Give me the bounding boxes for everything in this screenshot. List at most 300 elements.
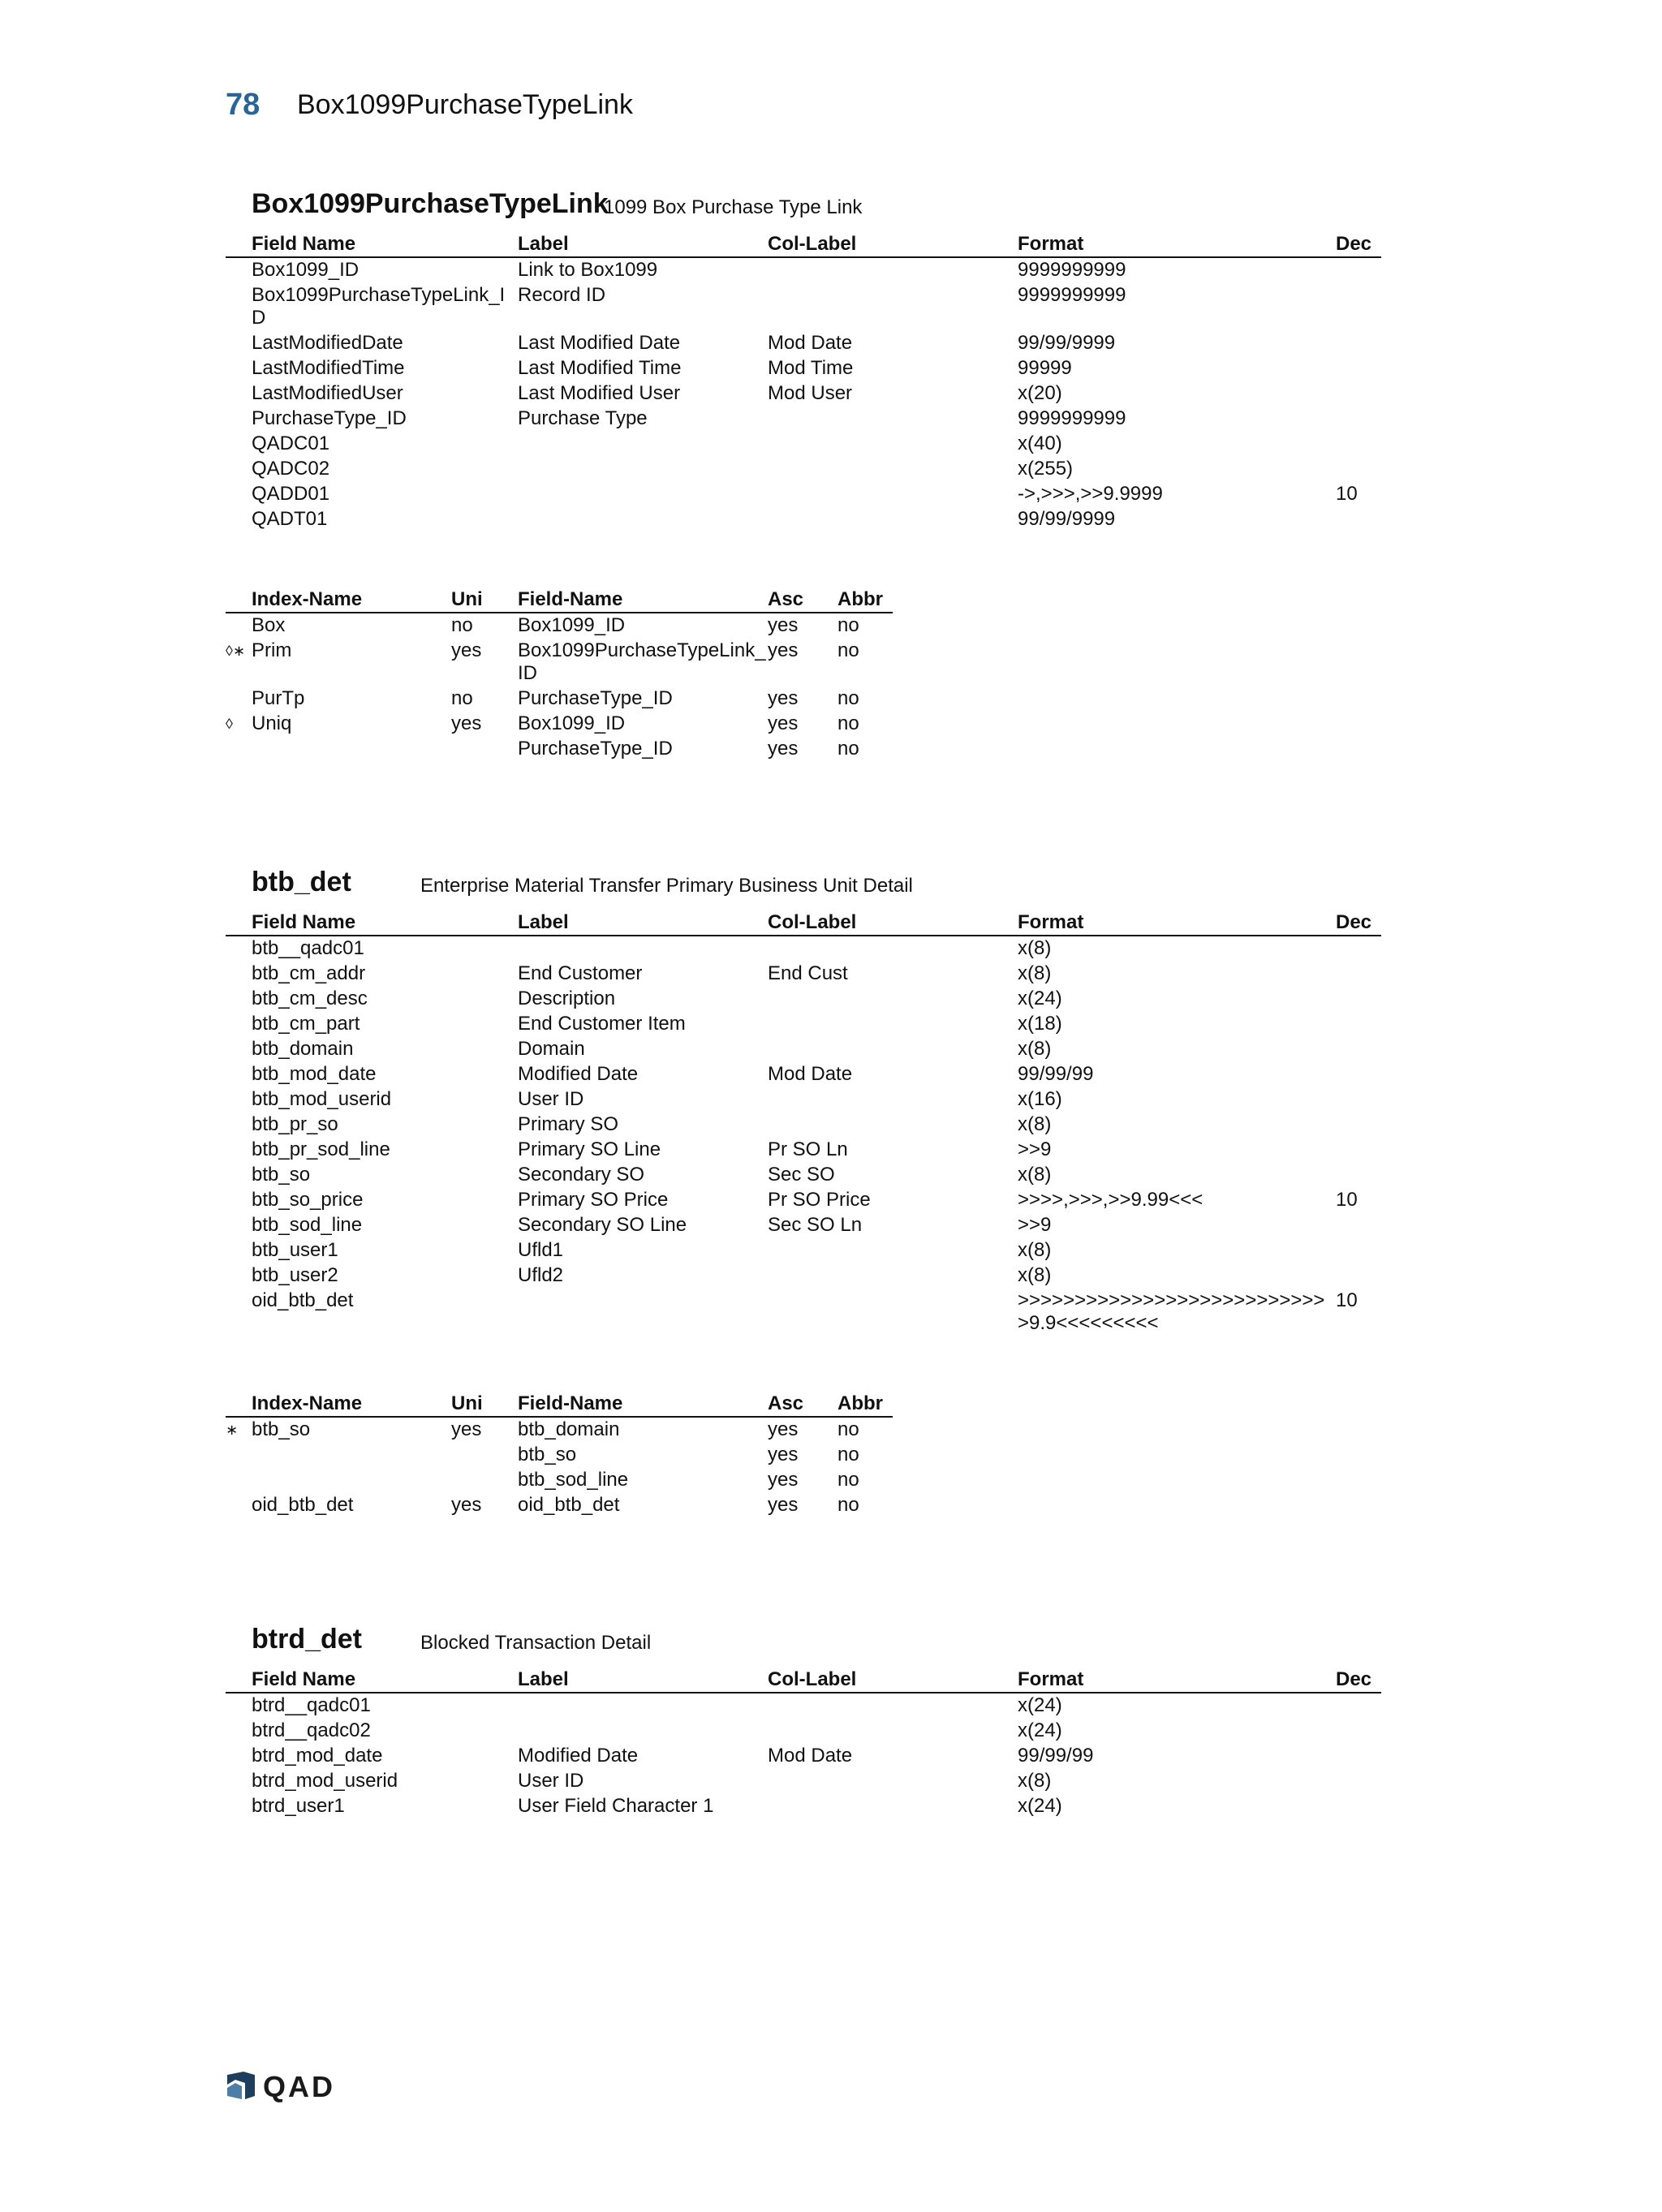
header-row (226, 909, 1381, 936)
section-title-row (226, 188, 1381, 230)
cell-label (518, 457, 768, 482)
cell-col-label (768, 1037, 1018, 1062)
cell-field-name: btb_mod_date (252, 1063, 377, 1085)
cell-field-name: PurchaseType_ID (518, 738, 673, 760)
table-row (226, 987, 1381, 1012)
cell-label (518, 936, 768, 962)
table-row (226, 1188, 1381, 1213)
column-header-asc: Asc (768, 1390, 837, 1417)
cell-format: x(8) (1018, 962, 1052, 984)
field-table (226, 909, 1381, 1336)
table-row (226, 283, 1381, 331)
table-row (226, 1062, 1381, 1087)
cell-format: 9999999999 (1018, 407, 1126, 429)
cell-dec (1336, 1238, 1381, 1263)
cell-dec (1336, 356, 1381, 381)
cell-col-label: Mod Time (768, 357, 854, 379)
cell-label: Last Modified Time (518, 357, 682, 379)
column-header-dec: Dec (1336, 1666, 1381, 1693)
row-marker (226, 1012, 252, 1037)
index-marker (226, 1468, 252, 1493)
cell-format: x(24) (1018, 1795, 1062, 1817)
index-table (226, 1390, 893, 1518)
cell-format: x(16) (1018, 1088, 1062, 1110)
cell-label: Last Modified User (518, 382, 681, 404)
cell-label: Description (518, 988, 616, 1009)
table-row (226, 1213, 1381, 1238)
table-section-btrd-det (226, 1624, 1381, 1819)
cell-dec (1336, 1163, 1381, 1188)
cell-col-label (768, 1693, 1018, 1719)
cell-field-name: LastModifiedUser (252, 382, 403, 404)
table-row (226, 1138, 1381, 1163)
cell-format: >>>>,>>>,>>9.99<<< (1018, 1189, 1203, 1211)
cell-format: x(8) (1018, 1770, 1052, 1792)
cell-col-label: Sec SO Ln (768, 1214, 863, 1236)
page-header-title: Box1099PurchaseTypeLink (297, 89, 633, 120)
marker-header (226, 1666, 252, 1693)
cell-field-name: QADD01 (252, 483, 330, 505)
cell-col-label (768, 1769, 1018, 1794)
cell-field-name: btb_pr_sod_line (252, 1138, 390, 1160)
cell-label (518, 1693, 768, 1719)
table-row (226, 432, 1381, 457)
cell-asc: yes (768, 687, 799, 709)
cell-format: x(8) (1018, 1264, 1052, 1286)
cell-label: Primary SO (518, 1113, 619, 1135)
page-number: 78 (226, 88, 260, 122)
cell-field-name: oid_btb_det (252, 1289, 354, 1311)
cell-index-name: PurTp (252, 687, 305, 709)
row-marker (226, 987, 252, 1012)
section-name: Box1099PurchaseTypeLink (252, 188, 609, 219)
column-header-label: Label (518, 1666, 768, 1693)
table-row (226, 936, 1381, 962)
header-row (226, 1390, 893, 1417)
cell-format: >>>>>>>>>>>>>>>>>>>>>>>>>>>>9.9<<<<<<<<< (1018, 1289, 1325, 1334)
table-row (226, 712, 893, 737)
row-marker (226, 1769, 252, 1794)
cell-col-label (768, 1087, 1018, 1112)
table-row (226, 1163, 1381, 1188)
index-marker (226, 1493, 252, 1518)
cell-format: x(8) (1018, 1164, 1052, 1186)
cell-asc: yes (768, 1469, 799, 1491)
qad-logo-icon (226, 2072, 256, 2099)
row-marker (226, 457, 252, 482)
cell-col-label (768, 1238, 1018, 1263)
section-name: btrd_det (252, 1624, 362, 1655)
column-header-format: Format (1018, 1666, 1336, 1693)
cell-label: Secondary SO Line (518, 1214, 687, 1236)
table-row (226, 1263, 1381, 1289)
marker-header (226, 230, 252, 257)
row-marker (226, 1062, 252, 1087)
cell-asc: yes (768, 1444, 799, 1465)
cell-field-name: btrd_mod_date (252, 1745, 383, 1767)
marker-header (226, 586, 252, 613)
table-row (226, 1769, 1381, 1794)
cell-asc: yes (768, 1418, 799, 1440)
cell-label: Modified Date (518, 1063, 639, 1085)
cell-abbr: no (837, 738, 859, 760)
row-marker (226, 381, 252, 407)
cell-label: Secondary SO (518, 1164, 645, 1186)
cell-abbr: no (837, 1494, 859, 1516)
column-header-field-name: Field Name (252, 1666, 518, 1693)
cell-uni (451, 737, 518, 762)
table-row (226, 381, 1381, 407)
cell-uni: yes (451, 712, 482, 734)
cell-index-name (252, 1443, 451, 1468)
cell-field-name: QADT01 (252, 508, 328, 530)
row-marker (226, 1087, 252, 1112)
cell-dec (1336, 1138, 1381, 1163)
cell-abbr: no (837, 687, 859, 709)
cell-asc: yes (768, 639, 799, 661)
table-row (226, 482, 1381, 507)
index-marker: ◊ (226, 716, 233, 732)
table-row (226, 962, 1381, 987)
cell-field-name: Box1099_ID (518, 614, 626, 636)
cell-dec (1336, 1087, 1381, 1112)
cell-dec: 10 (1336, 483, 1358, 505)
cell-field-name: btb_cm_desc (252, 988, 368, 1009)
cell-field-name: btb_pr_so (252, 1113, 338, 1135)
cell-format: x(24) (1018, 1719, 1062, 1741)
row-marker (226, 1289, 252, 1336)
cell-uni: yes (451, 1418, 482, 1440)
row-marker (226, 1693, 252, 1719)
cell-col-label (768, 457, 1018, 482)
table-row (226, 1012, 1381, 1037)
cell-dec (1336, 1769, 1381, 1794)
cell-dec (1336, 936, 1381, 962)
cell-col-label: Mod Date (768, 332, 853, 354)
cell-col-label: End Cust (768, 962, 848, 984)
cell-col-label: Mod Date (768, 1063, 853, 1085)
cell-field-name: btrd_user1 (252, 1795, 345, 1817)
table-row (226, 1794, 1381, 1819)
cell-col-label (768, 257, 1018, 283)
cell-label: Modified Date (518, 1745, 639, 1767)
cell-field-name: btb_user1 (252, 1239, 338, 1261)
cell-col-label (768, 1112, 1018, 1138)
row-marker (226, 482, 252, 507)
cell-field-name: Box1099_ID (252, 259, 360, 281)
table-row (226, 457, 1381, 482)
row-marker (226, 1238, 252, 1263)
field-table (226, 230, 1381, 532)
section-description: 1099 Box Purchase Type Link (604, 196, 863, 218)
section-name: btb_det (252, 867, 351, 897)
cell-dec (1336, 507, 1381, 532)
column-header-uni: Uni (451, 586, 518, 613)
column-header-index-name: Index-Name (252, 1390, 451, 1417)
cell-field-name: btrd__qadc02 (252, 1719, 371, 1741)
index-marker (226, 1443, 252, 1468)
column-header-uni: Uni (451, 1390, 518, 1417)
section-title-row (226, 867, 1381, 909)
cell-label: Primary SO Line (518, 1138, 661, 1160)
cell-uni: yes (451, 639, 482, 661)
cell-format: >>9 (1018, 1214, 1052, 1236)
cell-col-label (768, 407, 1018, 432)
cell-format: 99/99/9999 (1018, 332, 1116, 354)
cell-field-name: Box1099PurchaseTypeLink_ID (518, 639, 766, 684)
table-row (226, 613, 893, 639)
row-marker (226, 1037, 252, 1062)
cell-abbr: no (837, 1444, 859, 1465)
table-row (226, 1037, 1381, 1062)
logo-text: QAD (263, 2070, 335, 2103)
column-header-asc: Asc (768, 586, 837, 613)
cell-label: End Customer (518, 962, 643, 984)
column-header-col-label: Col-Label (768, 1666, 1018, 1693)
table-section-box1099purchasetypelink (226, 188, 1381, 762)
cell-format: x(255) (1018, 458, 1074, 480)
cell-field-name: PurchaseType_ID (252, 407, 407, 429)
cell-col-label (768, 432, 1018, 457)
cell-field-name: Box1099PurchaseTypeLink_ID (252, 284, 506, 329)
cell-index-name: Prim (252, 639, 292, 661)
cell-dec (1336, 1213, 1381, 1238)
index-marker: ∗ (226, 1422, 239, 1438)
cell-col-label (768, 1794, 1018, 1819)
cell-abbr: no (837, 712, 859, 734)
table-row (226, 1112, 1381, 1138)
cell-format: 99999 (1018, 357, 1072, 379)
cell-field-name: btrd_mod_userid (252, 1770, 398, 1792)
cell-col-label (768, 1263, 1018, 1289)
cell-format: x(8) (1018, 1113, 1052, 1135)
cell-dec (1336, 1263, 1381, 1289)
row-marker (226, 1138, 252, 1163)
table-row (226, 1443, 893, 1468)
column-header-format: Format (1018, 909, 1336, 936)
row-marker (226, 1744, 252, 1769)
cell-field-name: btb_so_price (252, 1189, 364, 1211)
cell-dec (1336, 1037, 1381, 1062)
table-row (226, 1693, 1381, 1719)
cell-col-label: Pr SO Ln (768, 1138, 848, 1160)
table-row (226, 1087, 1381, 1112)
row-marker (226, 936, 252, 962)
cell-dec (1336, 407, 1381, 432)
column-header-index-name: Index-Name (252, 586, 451, 613)
row-marker (226, 1794, 252, 1819)
cell-dec (1336, 1719, 1381, 1744)
table-row (226, 331, 1381, 356)
cell-col-label (768, 283, 1018, 331)
table-row (226, 1744, 1381, 1769)
cell-label (518, 507, 768, 532)
table-row (226, 686, 893, 712)
cell-dec (1336, 257, 1381, 283)
cell-format: 99/99/99 (1018, 1745, 1094, 1767)
cell-label: End Customer Item (518, 1013, 686, 1035)
row-marker (226, 1213, 252, 1238)
cell-asc: yes (768, 614, 799, 636)
cell-field-name: QADC02 (252, 458, 330, 480)
cell-col-label (768, 1289, 1018, 1336)
index-table (226, 586, 893, 762)
cell-dec (1336, 432, 1381, 457)
cell-dec (1336, 1794, 1381, 1819)
cell-uni (451, 1468, 518, 1493)
cell-dec (1336, 1112, 1381, 1138)
cell-dec (1336, 1012, 1381, 1037)
column-header-field-name: Field-Name (518, 586, 768, 613)
cell-dec (1336, 381, 1381, 407)
row-marker (226, 356, 252, 381)
cell-format: ->,>>>,>>9.9999 (1018, 483, 1163, 505)
cell-col-label: Sec SO (768, 1164, 835, 1186)
cell-format: x(18) (1018, 1013, 1062, 1035)
cell-label: Last Modified Date (518, 332, 681, 354)
header-row (226, 230, 1381, 257)
table-row (226, 1719, 1381, 1744)
cell-label: User Field Character 1 (518, 1795, 714, 1817)
row-marker (226, 1188, 252, 1213)
cell-label: Ufld2 (518, 1264, 564, 1286)
table-row (226, 1493, 893, 1518)
cell-dec (1336, 457, 1381, 482)
cell-field-name: btb_cm_addr (252, 962, 366, 984)
row-marker (226, 331, 252, 356)
cell-col-label (768, 1012, 1018, 1037)
cell-format: x(40) (1018, 433, 1062, 454)
cell-label: User ID (518, 1088, 584, 1110)
cell-format: x(20) (1018, 382, 1062, 404)
cell-label (518, 1289, 768, 1336)
cell-format: x(8) (1018, 1038, 1052, 1060)
header-row (226, 586, 893, 613)
cell-field-name: btb__qadc01 (252, 937, 364, 959)
index-marker (226, 686, 252, 712)
index-marker: ◊∗ (226, 643, 245, 659)
cell-format: 9999999999 (1018, 284, 1126, 306)
cell-field-name: btb_domain (252, 1038, 354, 1060)
table-row (226, 1289, 1381, 1336)
cell-dec: 10 (1336, 1189, 1358, 1211)
cell-format: 99/99/9999 (1018, 508, 1116, 530)
column-header-field-name: Field-Name (518, 1390, 768, 1417)
cell-abbr: no (837, 614, 859, 636)
cell-label: Record ID (518, 284, 606, 306)
cell-col-label: Mod User (768, 382, 853, 404)
row-marker (226, 1112, 252, 1138)
table-row (226, 507, 1381, 532)
cell-field-name: btb_sod_line (252, 1214, 363, 1236)
cell-asc: yes (768, 712, 799, 734)
cell-col-label: Mod Date (768, 1745, 853, 1767)
table-row (226, 257, 1381, 283)
marker-header (226, 1390, 252, 1417)
header-row (226, 1666, 1381, 1693)
cell-label: Link to Box1099 (518, 259, 658, 281)
table-row (226, 639, 893, 686)
index-marker (226, 737, 252, 762)
cell-abbr: no (837, 1469, 859, 1491)
row-marker (226, 1263, 252, 1289)
cell-col-label (768, 507, 1018, 532)
cell-dec (1336, 1744, 1381, 1769)
cell-dec (1336, 1062, 1381, 1087)
cell-field-name: btb_domain (518, 1418, 620, 1440)
cell-label: Primary SO Price (518, 1189, 669, 1211)
cell-uni (451, 1443, 518, 1468)
cell-format: x(8) (1018, 937, 1052, 959)
cell-label (518, 482, 768, 507)
cell-asc: yes (768, 738, 799, 760)
cell-field-name: QADC01 (252, 433, 330, 454)
cell-index-name: Uniq (252, 712, 292, 734)
cell-format: >>9 (1018, 1138, 1052, 1160)
table-row (226, 737, 893, 762)
row-marker (226, 1719, 252, 1744)
section-description: Blocked Transaction Detail (420, 1632, 652, 1654)
column-header-abbr: Abbr (837, 586, 893, 613)
row-marker (226, 283, 252, 331)
row-marker (226, 407, 252, 432)
cell-format: 9999999999 (1018, 259, 1126, 281)
cell-uni: no (451, 614, 473, 636)
cell-field-name: oid_btb_det (518, 1494, 620, 1516)
cell-field-name: btb_user2 (252, 1264, 338, 1286)
row-marker (226, 1163, 252, 1188)
cell-label (518, 1719, 768, 1744)
cell-field-name: btb_mod_userid (252, 1088, 392, 1110)
index-marker (226, 613, 252, 639)
cell-col-label (768, 936, 1018, 962)
cell-label: User ID (518, 1770, 584, 1792)
cell-dec (1336, 331, 1381, 356)
cell-field-name: LastModifiedTime (252, 357, 405, 379)
cell-uni: yes (451, 1494, 482, 1516)
cell-format: x(24) (1018, 1694, 1062, 1716)
marker-header (226, 909, 252, 936)
cell-abbr: no (837, 639, 859, 661)
cell-dec (1336, 962, 1381, 987)
column-header-dec: Dec (1336, 909, 1381, 936)
column-header-col-label: Col-Label (768, 230, 1018, 257)
row-marker (226, 507, 252, 532)
table-row (226, 356, 1381, 381)
cell-field-name: btb_so (252, 1164, 311, 1186)
cell-index-name (252, 737, 451, 762)
cell-index-name: Box (252, 614, 286, 636)
cell-dec (1336, 283, 1381, 331)
cell-field-name: btrd__qadc01 (252, 1694, 371, 1716)
cell-dec (1336, 1693, 1381, 1719)
cell-uni: no (451, 687, 473, 709)
cell-label (518, 432, 768, 457)
table-row (226, 1468, 893, 1493)
row-marker (226, 257, 252, 283)
cell-field-name: PurchaseType_ID (518, 687, 673, 709)
cell-dec (1336, 987, 1381, 1012)
column-header-abbr: Abbr (837, 1390, 893, 1417)
cell-field-name: btb_so (518, 1444, 577, 1465)
cell-index-name (252, 1468, 451, 1493)
cell-index-name: btb_so (252, 1418, 311, 1440)
cell-abbr: no (837, 1418, 859, 1440)
column-header-col-label: Col-Label (768, 909, 1018, 936)
section-description: Enterprise Material Transfer Primary Business Unit Detail (420, 875, 913, 897)
cell-col-label (768, 987, 1018, 1012)
cell-format: x(24) (1018, 988, 1062, 1009)
